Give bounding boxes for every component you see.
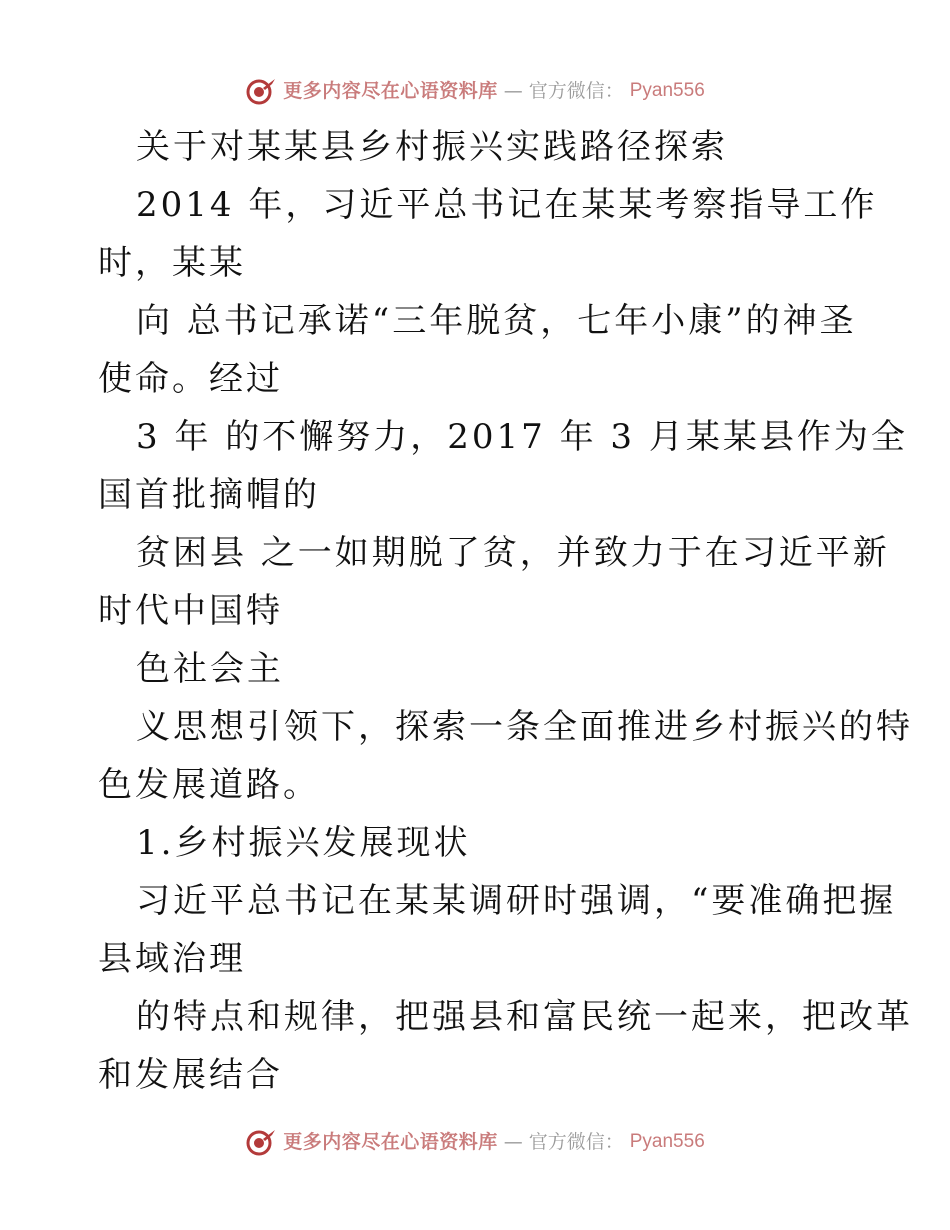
banner-main-text: 更多内容尽在心语资料库	[283, 80, 498, 102]
text-line: 国首批摘帽的	[98, 475, 320, 515]
text-line: 色发展道路。	[98, 765, 320, 805]
text-line: 县域治理	[98, 939, 246, 979]
footer-banner	[0, 1128, 950, 1156]
text-line: 时代中国特	[98, 591, 283, 631]
banner-separator: —	[503, 1131, 523, 1153]
text-line: 习近平总书记在某某调研时强调，“要准确把握	[136, 881, 897, 921]
banner-main-text: 更多内容尽在心语资料库	[283, 1131, 498, 1153]
banner-wechat-id: Pyan556	[629, 1131, 705, 1152]
banner-wechat-id: Pyan556	[629, 80, 705, 101]
text-line: 3 年 的不懈努力，2017 年 3 月某某县作为全	[136, 417, 908, 457]
banner-separator: —	[503, 80, 523, 102]
text-line: 义思想引领下，探索一条全面推进乡村振兴的特	[136, 707, 913, 747]
text-line: 使命。经过	[98, 359, 283, 399]
header-banner	[0, 77, 950, 105]
text-line: 和发展结合	[98, 1055, 283, 1095]
pen-logo-icon	[245, 77, 277, 105]
text-line: 的特点和规律，把强县和富民统一起来，把改革	[136, 997, 913, 1037]
text-line: 色社会主	[136, 649, 284, 689]
text-line: 2014 年，习近平总书记在某某考察指导工作	[136, 185, 878, 225]
document-body	[98, 118, 913, 1104]
text-line: 时，某某	[98, 243, 246, 283]
pen-logo-icon	[245, 1128, 277, 1156]
text-line: 1.乡村振兴发展现状	[136, 823, 471, 863]
text-line: 向 总书记承诺“三年脱贫，七年小康”的神圣	[136, 301, 857, 341]
banner-sub-text: 官方微信：	[528, 80, 624, 102]
text-line: 贫困县 之一如期脱了贫，并致力于在习近平新	[136, 533, 890, 573]
banner-sub-text: 官方微信：	[528, 1131, 624, 1153]
text-line: 关于对某某县乡村振兴实践路径探索	[136, 127, 728, 167]
